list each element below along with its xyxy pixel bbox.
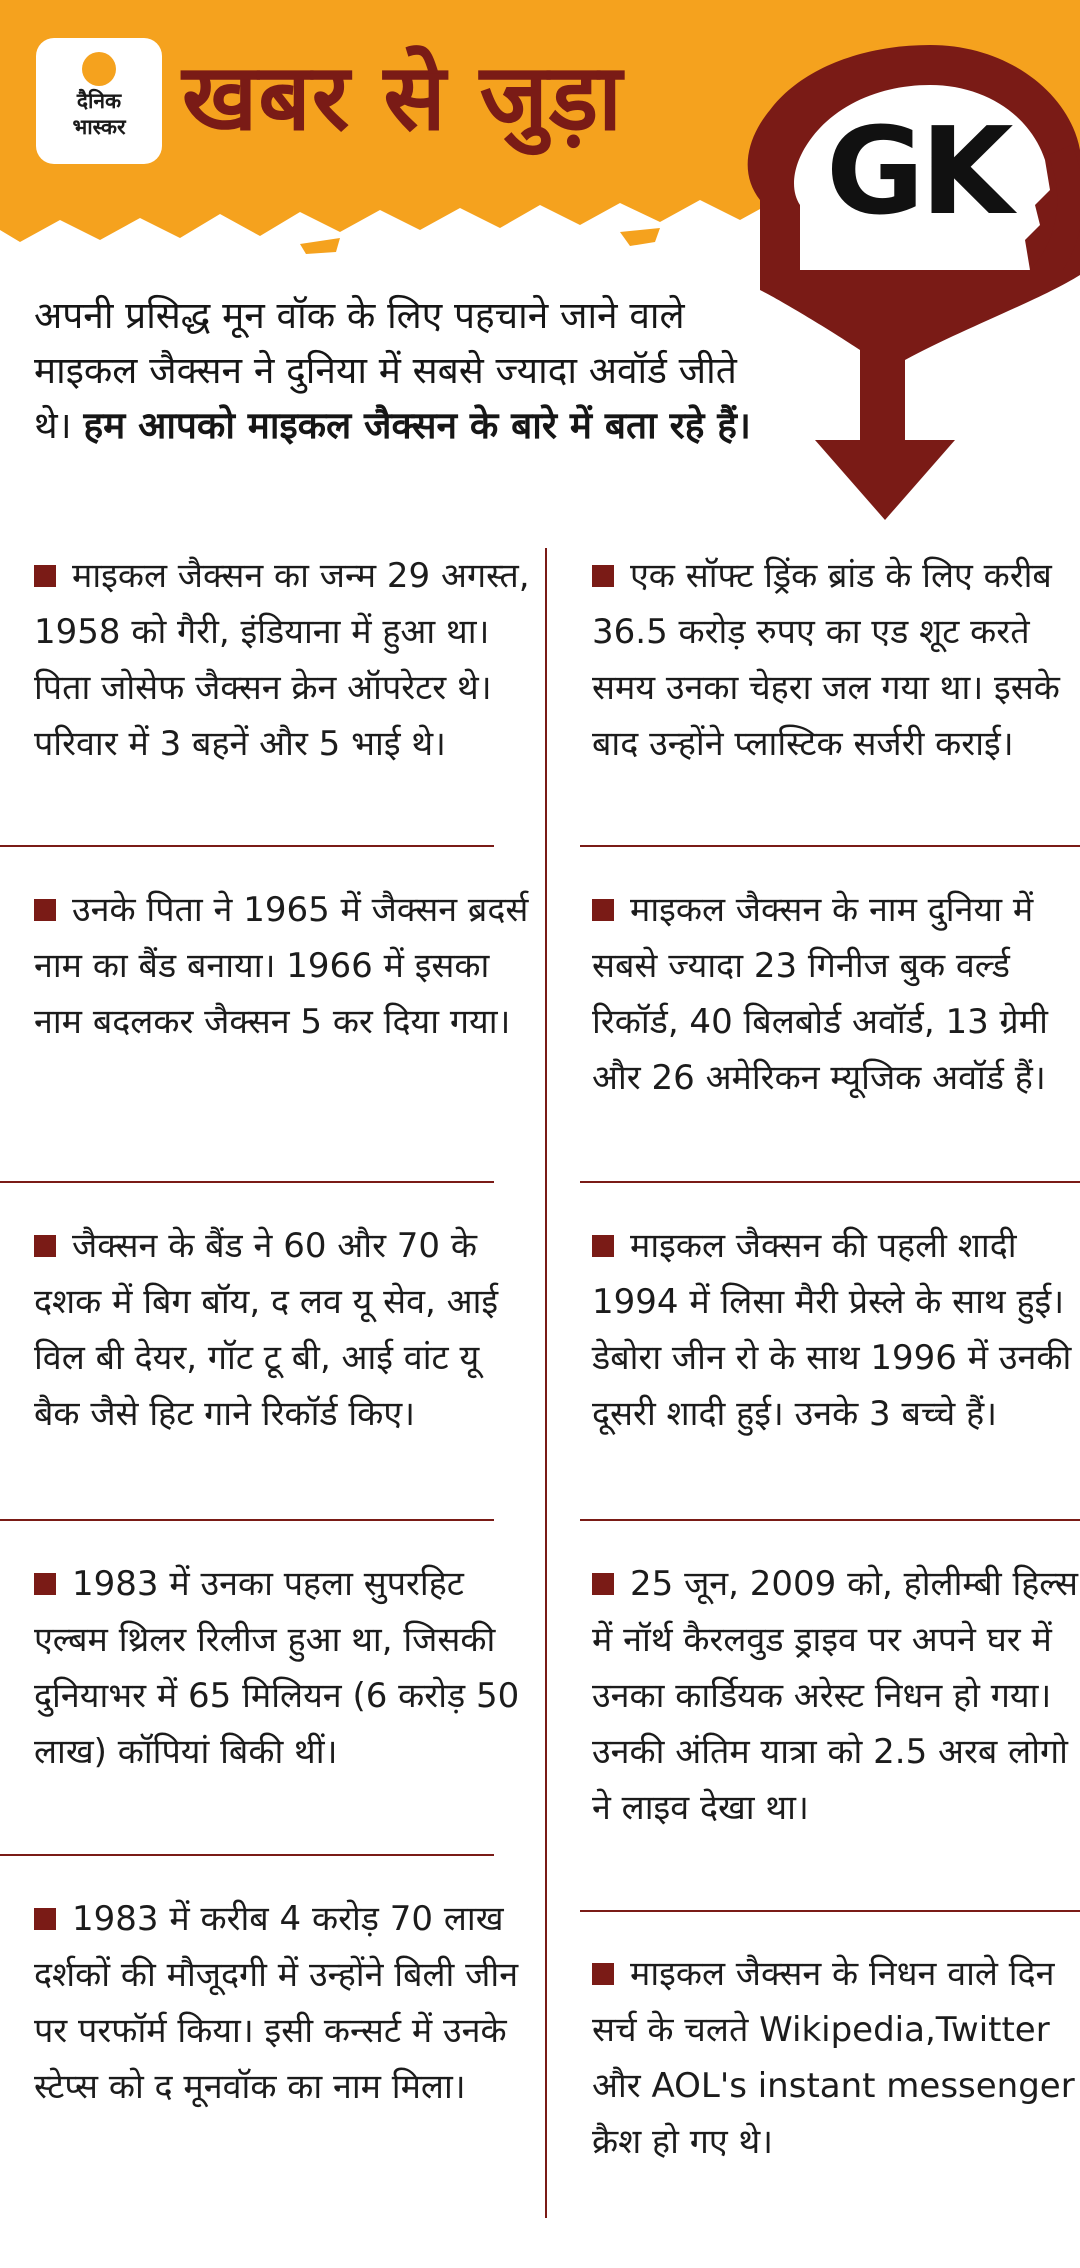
fact-text: माइकल जैक्सन की पहली शादी 1994 में लिसा मैरी प्रेस्ले के साथ हुई। डेबोरा जीन रो के साथ 1996 में उनकी दूसरी शादी हुई। उनके 3 बच्चे हैं। [592,1226,1072,1434]
fact-text: उनके पिता ने 1965 में जैक्सन ब्रदर्स नाम का बैंड बनाया। 1966 में इसका नाम बदलकर जैक्सन 5 कर दिया गया। [34,890,529,1042]
bullet-square-icon [34,565,56,587]
row-divider [580,845,1080,847]
fact-item [592,1556,1080,1836]
bullet-square-icon [592,899,614,921]
fact-item [34,1891,532,2115]
downward-arrow [0,0,1080,540]
fact-item [34,548,532,772]
intro-paragraph [34,288,754,453]
header-title: खबर से जुड़ा [182,44,623,151]
bullet-square-icon [34,1908,56,1930]
row-divider [0,845,494,847]
row-divider [0,1854,494,1856]
fact-text: एक सॉफ्ट ड्रिंक ब्रांड के लिए करीब 36.5 करोड़ रुपए का एड शूट करते समय उनका चेहरा जल गया था। इसके बाद उन्होंने प्लास्टिक सर्जरी कराई। [592,556,1060,764]
fact-text: 1983 में उनका पहला सुपरहिट एल्बम थ्रिलर रिलीज हुआ था, जिसकी दुनियाभर में 65 मिलियन (6 करोड़ 50 लाख) कॉपियां बिकी थीं। [34,1564,520,1772]
fact-text: जैक्सन के बैंड ने 60 और 70 के दशक में बिग बॉय, द लव यू सेव, आई विल बी देयर, गॉट टू बी, आई वांट यू बैक जैसे हिट गाने रिकॉर्ड किए। [34,1226,499,1434]
fact-item [592,548,1080,772]
arrow-down-head [815,440,955,520]
bullet-square-icon [592,1573,614,1595]
row-divider [580,1519,1080,1521]
fact-text: माइकल जैक्सन का जन्म 29 अगस्त, 1958 को गैरी, इंडियाना में हुआ था। पिता जोसेफ जैक्सन क्रेन ऑपरेटर थे। परिवार में 3 बहनें और 5 भाई थे। [34,556,530,764]
row-divider [0,1181,494,1183]
fact-item [592,1946,1080,2170]
bullet-square-icon [592,565,614,587]
fact-item [592,1218,1080,1442]
row-divider [580,1910,1080,1912]
fact-item [34,882,532,1050]
intro-bold-text: हम आपको माइकल जैक्सन के बारे में बता रहे हैं। [83,404,751,447]
fact-text: 1983 में करीब 4 करोड़ 70 लाख दर्शकों की मौजूदगी में उन्होंने बिली जीन पर परफॉर्म किया। इसी कन्सर्ट में उनके स्टेप्स को द मूनवॉक का नाम मिला। [34,1899,519,2107]
row-divider [0,1519,494,1521]
fact-item [592,882,1080,1106]
column-divider [545,548,547,2218]
bullet-square-icon [34,1235,56,1257]
fact-text: माइकल जैक्सन के नाम दुनिया में सबसे ज्यादा 23 गिनीज बुक वर्ल्ड रिकॉर्ड, 40 बिलबोर्ड अवॉर्ड, 13 ग्रेमी और 26 अमेरिकन म्यूजिक अवॉर्ड हैं। [592,890,1048,1098]
logo-line1: दैनिक [76,89,122,113]
bullet-square-icon [34,899,56,921]
fact-text: 25 जून, 2009 को, होलीम्बी हिल्स में नॉर्थ कैरलवुड ड्राइव पर अपने घर में उनका कार्डियक अरेस्ट निधन हो गया। उनकी अंतिम यात्रा को 2.5 अरब लोगो ने लाइव देखा था। [592,1564,1079,1828]
arrow-stem [760,270,1080,440]
gk-badge: GK [826,103,1010,242]
bullet-square-icon [592,1235,614,1257]
bullet-square-icon [592,1963,614,1985]
fact-item [34,1556,532,1780]
intro-text: अपनी प्रसिद्ध मून वॉक के लिए पहचाने जाने वाले माइकल जैक्सन ने दुनिया में सबसे ज्यादा अवॉर्ड जीते थे। [34,294,737,447]
bullet-square-icon [34,1573,56,1595]
fact-item [34,1218,532,1442]
logo-line2: भास्कर [72,115,126,139]
fact-text: माइकल जैक्सन के निधन वाले दिन सर्च के चलते Wikipedia,Twitter और AOL's instant messenger क्रैश हो गए थे। [592,1954,1075,2162]
row-divider [580,1181,1080,1183]
